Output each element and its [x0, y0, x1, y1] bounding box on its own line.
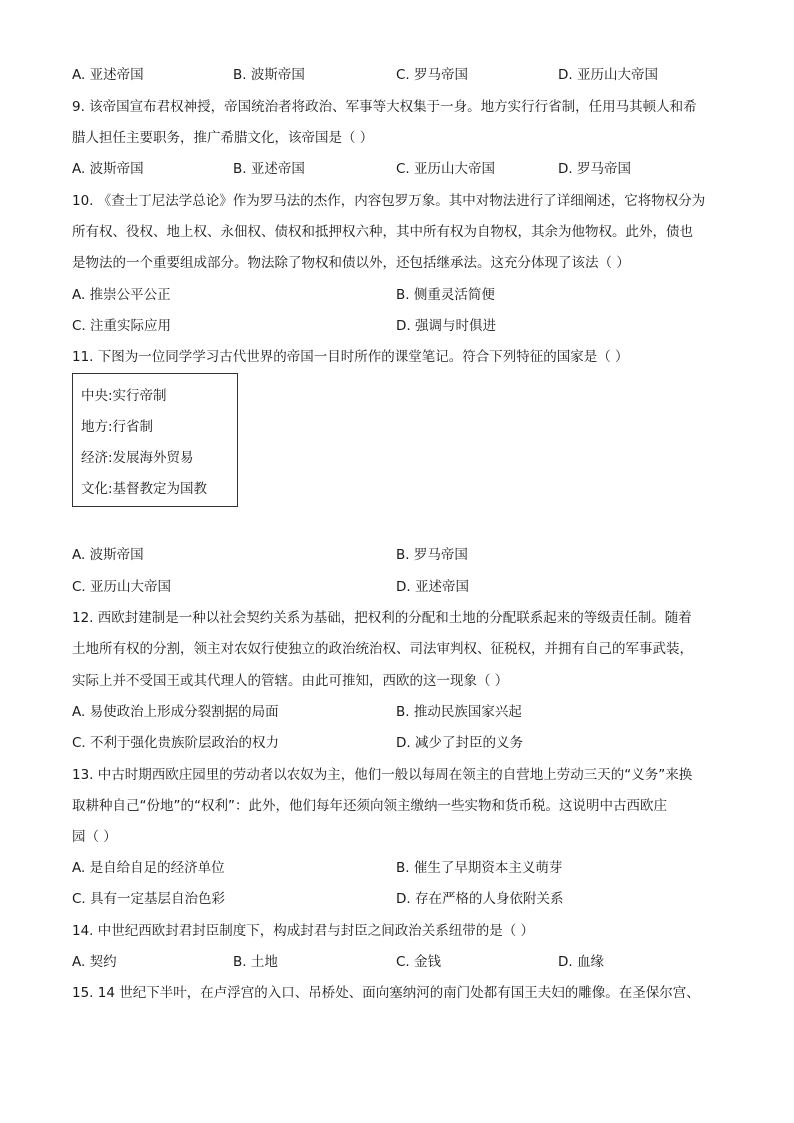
q10-option-b[interactable]: B. 侧重灵活简便	[396, 287, 495, 303]
q13-stem-line: 13. 中古时期西欧庄园里的劳动者以农奴为主，他们一般以每周在领主的自营地上劳动三天的“义务”来换	[72, 767, 693, 783]
q11-stem-line: 11. 下图为一位同学学习古代世界的帝国一目时所作的课堂笔记。符合下列特征的国家是（ ）	[72, 349, 629, 365]
q12-option-d[interactable]: D. 减少了封臣的义务	[396, 735, 523, 751]
q12-stem-line: 土地所有权的分割，领主对农奴行使独立的政治统治权、司法审判权、征税权，并拥有自己的军事武装，	[72, 641, 693, 657]
q12-option-c[interactable]: C. 不利于强化贵族阶层政治的权力	[72, 735, 280, 751]
q11-option-b[interactable]: B. 罗马帝国	[396, 547, 468, 563]
q9-option-c[interactable]: C. 亚历山大帝国	[396, 161, 496, 177]
q10-option-c[interactable]: C. 注重实际应用	[72, 318, 172, 334]
q12-stem-line: 实际上并不受国王或其代理人的管辖。由此可推知，西欧的这一现象（ ）	[72, 673, 509, 689]
note-central: 中央:实行帝制	[81, 388, 167, 404]
q13-stem-line: 园（ ）	[72, 829, 117, 845]
note-culture: 文化:基督教定为国教	[81, 481, 208, 497]
q10-stem-line: 是物法的一个重要组成部分。物法除了物权和债以外，还包括继承法。这充分体现了该法（ ）	[72, 255, 630, 271]
q14-option-c[interactable]: C. 金钱	[396, 954, 442, 970]
q13-option-d[interactable]: D. 存在严格的人身依附关系	[396, 891, 564, 907]
class-notes-box	[72, 373, 238, 507]
q13-option-b[interactable]: B. 催生了早期资本主义萌芽	[396, 860, 563, 876]
q11-option-d[interactable]: D. 亚述帝国	[396, 579, 469, 595]
q9-stem-line: 腊人担任主要职务，推广希腊文化，该帝国是（ ）	[72, 130, 374, 146]
q15-stem-line: 15. 14 世纪下半叶，在卢浮宫的入口、吊桥处、面向塞纳河的南门处都有国王夫妇的雕像。在圣保尔宫、	[72, 985, 700, 1001]
q10-stem-line: 10. 《查士丁尼法学总论》作为罗马法的杰作，内容包罗万象。其中对物法进行了详细阐述，它将物权分为	[72, 193, 706, 209]
q12-option-b[interactable]: B. 推动民族国家兴起	[396, 704, 522, 720]
q13-option-c[interactable]: C. 具有一定基层自治色彩	[72, 891, 226, 907]
q14-option-a[interactable]: A. 契约	[72, 954, 117, 970]
q13-stem-line: 取耕种自己“份地”的“权利”：此外，他们每年还须向领主缴纳一些实物和货币税。这说明中古西欧庄	[72, 798, 667, 814]
q9-option-a[interactable]: A. 波斯帝国	[72, 161, 144, 177]
q10-option-a[interactable]: A. 推崇公平公正	[72, 287, 171, 303]
q14-stem-line: 14. 中世纪西欧封君封臣制度下，构成封君与封臣之间政治关系纽带的是（ ）	[72, 923, 535, 939]
q8-option-a[interactable]: A. 亚述帝国	[72, 67, 144, 83]
note-economy: 经济:发展海外贸易	[81, 450, 194, 466]
note-local: 地方:行省制	[81, 419, 154, 435]
q8-option-d[interactable]: D. 亚历山大帝国	[558, 67, 658, 83]
q13-option-a[interactable]: A. 是自给自足的经济单位	[72, 860, 225, 876]
q11-option-c[interactable]: C. 亚历山大帝国	[72, 579, 172, 595]
q9-stem-line: 9. 该帝国宣布君权神授，帝国统治者将政治、军事等大权集于一身。地方实行行省制，任用马其顿人和希	[72, 99, 697, 115]
q9-option-d[interactable]: D. 罗马帝国	[558, 161, 631, 177]
q8-option-b[interactable]: B. 波斯帝国	[233, 67, 305, 83]
q14-option-d[interactable]: D. 血缘	[558, 954, 604, 970]
q10-option-d[interactable]: D. 强调与时俱进	[396, 318, 496, 334]
q14-option-b[interactable]: B. 土地	[233, 954, 278, 970]
q8-option-c[interactable]: C. 罗马帝国	[396, 67, 469, 83]
q9-option-b[interactable]: B. 亚述帝国	[233, 161, 305, 177]
q12-option-a[interactable]: A. 易使政治上形成分裂割据的局面	[72, 704, 279, 720]
q11-option-a[interactable]: A. 波斯帝国	[72, 547, 144, 563]
q10-stem-line: 所有权、役权、地上权、永佃权、债权和抵押权六种，其中所有权为自物权，其余为他物权。此外，债也	[72, 224, 693, 240]
q12-stem-line: 12. 西欧封建制是一种以社会契约关系为基础，把权利的分配和土地的分配联系起来的等级责任制。随着	[72, 610, 692, 626]
